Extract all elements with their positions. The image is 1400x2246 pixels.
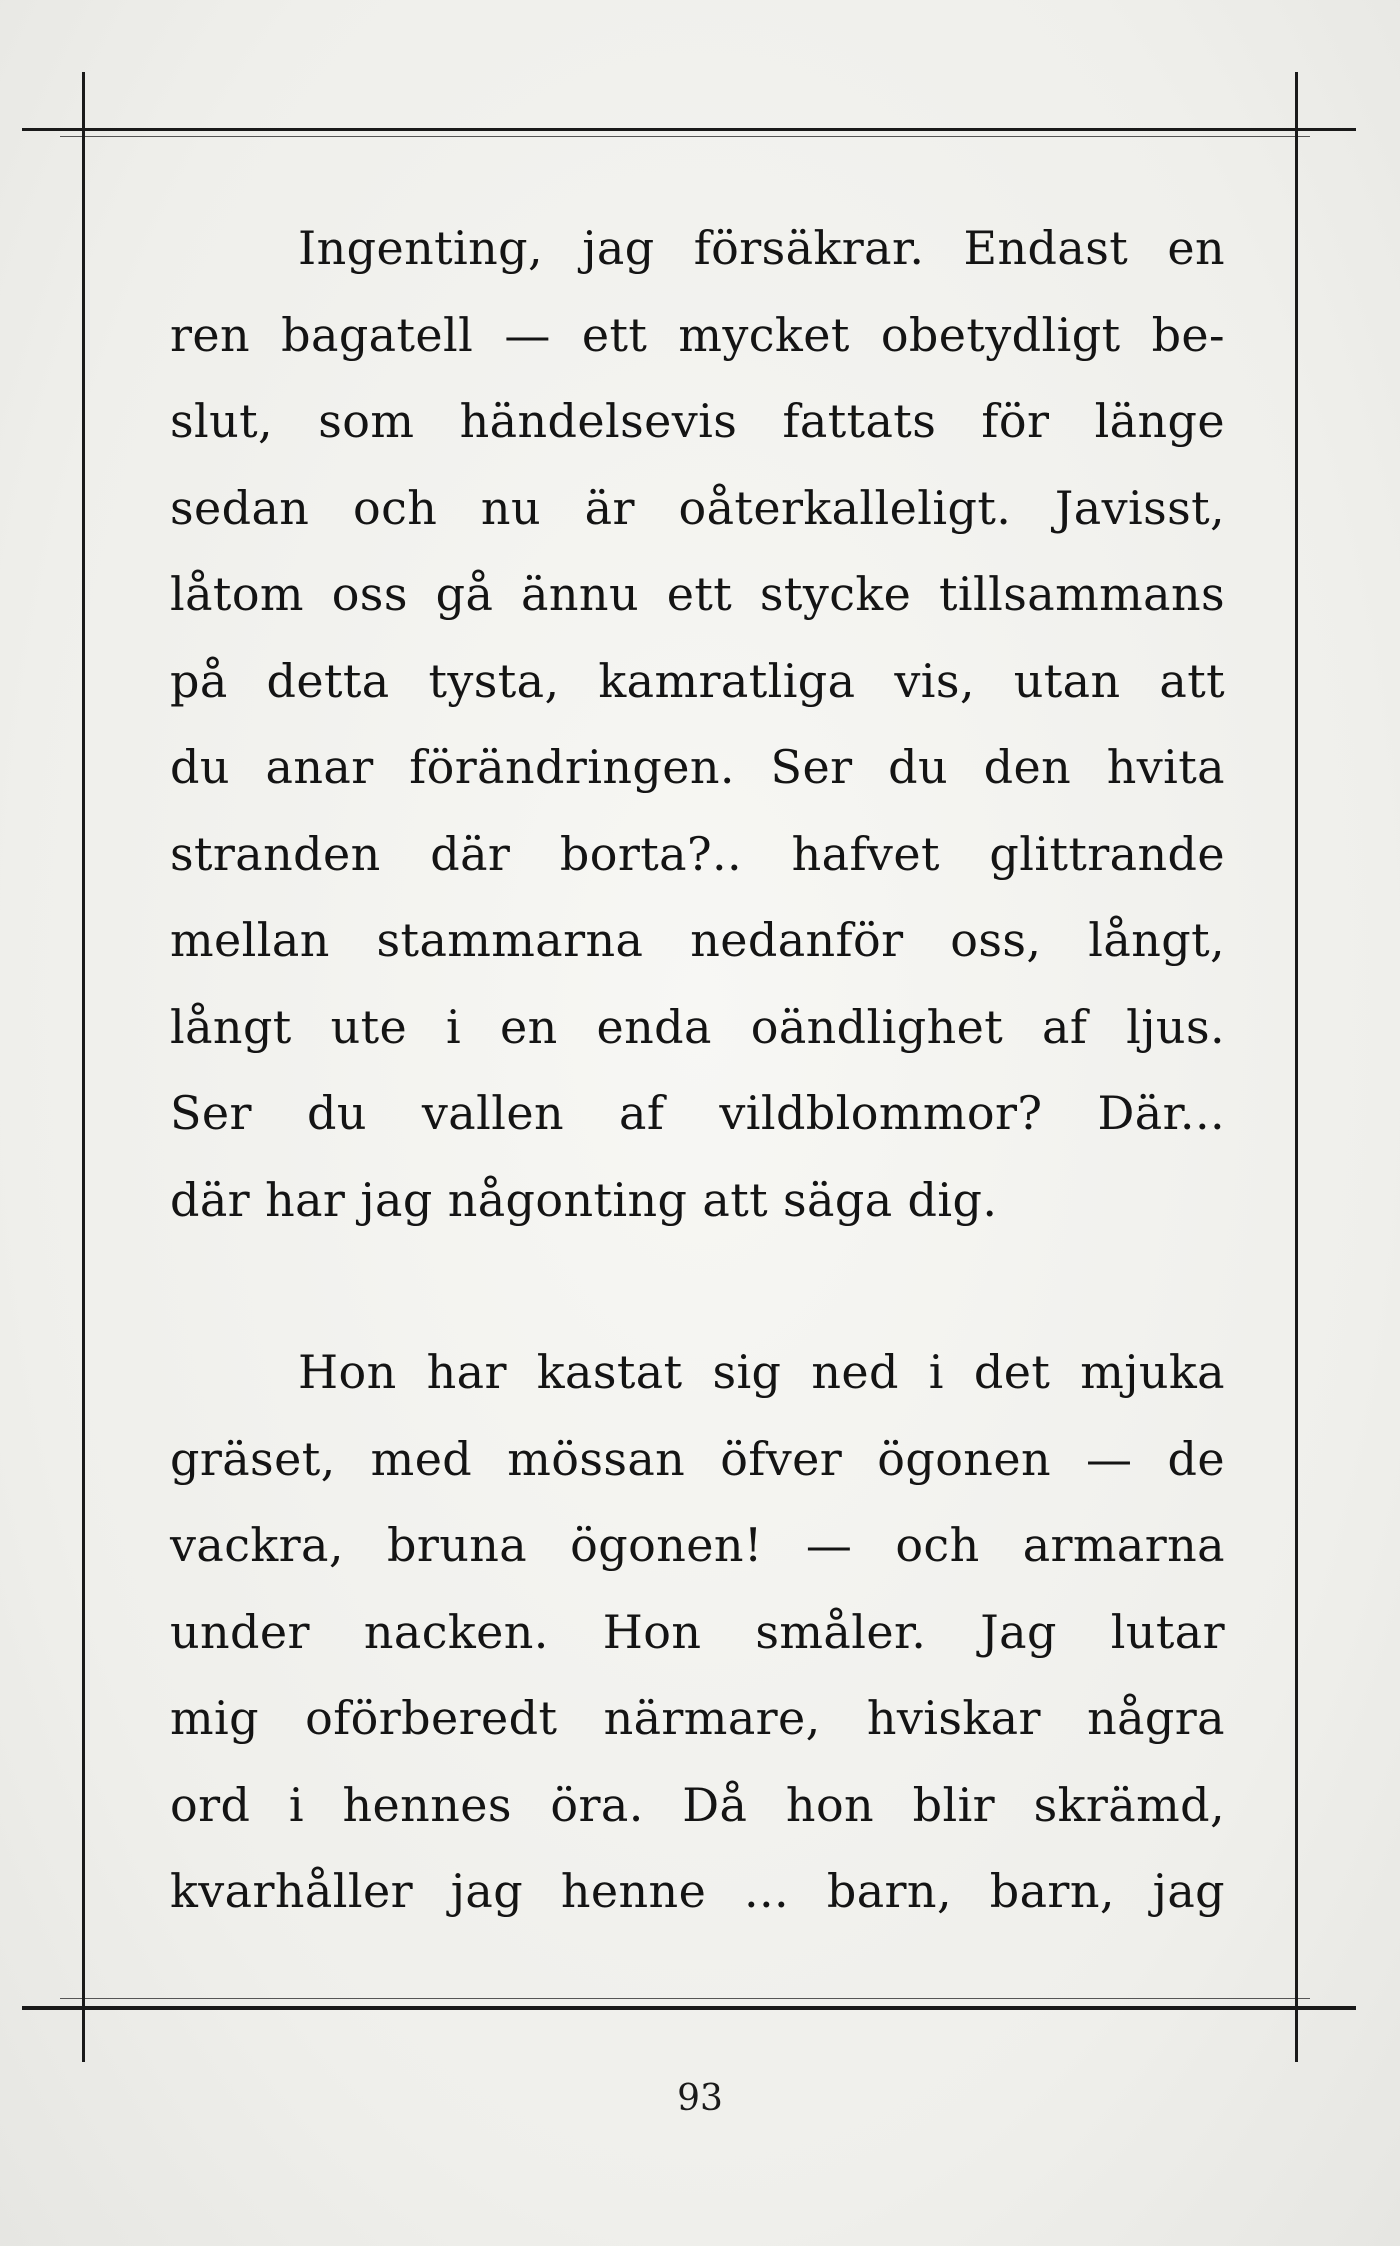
text-line: vackra, bruna ögonen! — och armarna [170,1518,1225,1572]
text-line: mig oförberedt närmare, hviskar några [170,1691,1225,1745]
text-line: stranden där borta?.. hafvet glittrande [170,826,1225,881]
text-line: ord i hennes öra. Då hon blir skrämd, [170,1777,1225,1832]
text-line: långt ute i en enda oändlighet af ljus. [170,999,1225,1054]
paragraph-2 [170,1329,1225,1935]
text-line: under nacken. Hon småler. Jag lutar [170,1604,1225,1659]
paragraph-1 [170,205,1225,1243]
text-line: mellan stammarna nedanför oss, långt, [170,913,1225,967]
text-line: sedan och nu är oåterkalleligt. Javisst, [170,480,1225,535]
text-line: gräset, med mössan öfver ögonen — de [170,1431,1225,1486]
text-line: Hon har kastat sig ned i det mjuka [298,1345,1225,1399]
frame-bottom-rule [22,2006,1356,2010]
text-line: kvarhåller jag henne ... barn, barn, jag [170,1864,1225,1918]
page-number: 93 [677,2078,723,2119]
body-text [170,205,1225,1935]
text-line: där har jag någonting att säga dig. [170,1172,998,1227]
frame-left-rule [82,72,85,2062]
text-line: du anar förändringen. Ser du den hvita [170,740,1225,794]
text-line: på detta tysta, kamratliga vis, utan att [170,653,1225,708]
frame-bottom-inner-rule [60,1998,1310,1999]
frame-top-inner-rule [60,136,1310,137]
text-line: låtom oss gå ännu ett stycke tillsammans [170,567,1225,621]
frame-right-rule [1295,72,1298,2062]
frame-top-rule [22,128,1356,131]
text-line: Ingenting, jag försäkrar. Endast en [298,221,1225,275]
text-line: slut, som händelsevis fattats för länge [170,394,1225,448]
paragraph-gap [170,1243,1225,1329]
text-line: Ser du vallen af vildblommor? Där... [170,1086,1225,1140]
text-line: ren bagatell — ett mycket obetydligt be- [170,307,1225,362]
